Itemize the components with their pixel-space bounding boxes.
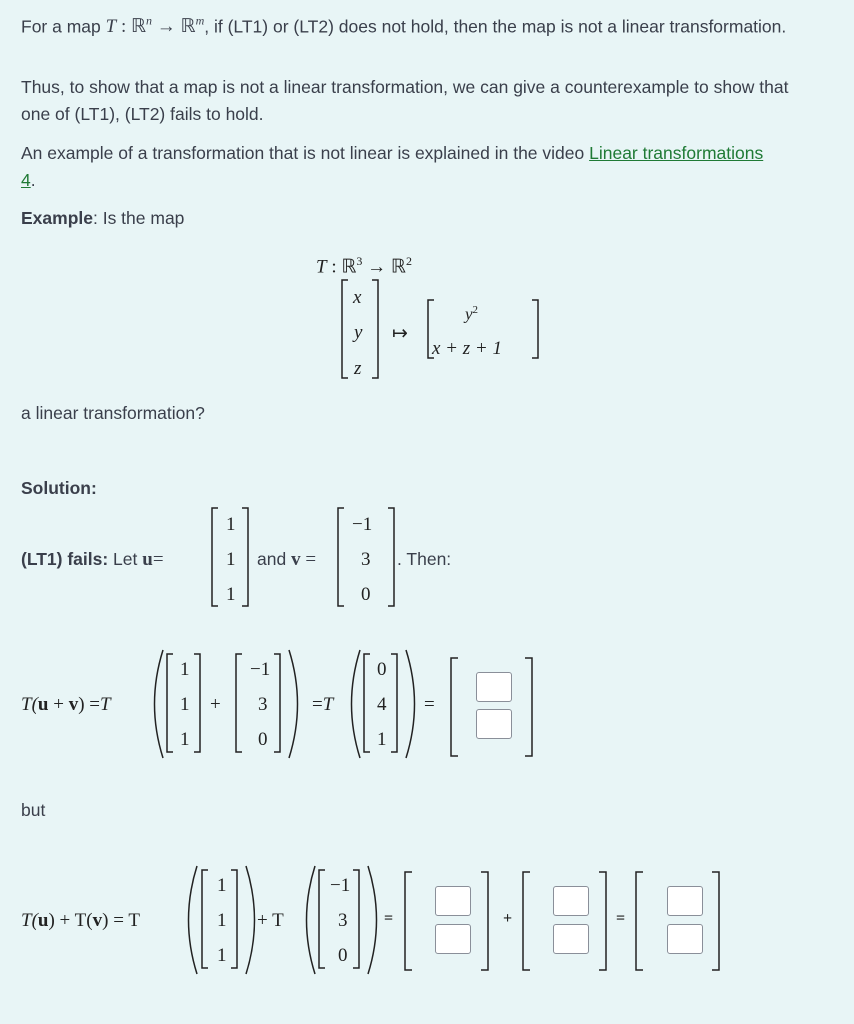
- intro-paragraph-3: [21, 140, 781, 194]
- l1-u-2: 1: [180, 729, 190, 750]
- solution-heading: Solution:: [21, 478, 97, 498]
- line1-v: v: [68, 694, 79, 715]
- output-bottom: x + z + 1: [432, 338, 502, 359]
- line2-close: ) = T: [102, 910, 140, 931]
- l2-eq2: =: [616, 910, 626, 927]
- l2-u-2: 1: [217, 945, 227, 966]
- answer-box-3-bottom[interactable]: [553, 924, 589, 954]
- math-arrow-R: → ℝ: [152, 16, 196, 38]
- example-label: Example: [21, 208, 93, 228]
- output-y: y: [465, 304, 473, 324]
- math-T: T: [105, 16, 117, 38]
- l2-plusT: + T: [257, 910, 284, 931]
- lt1-u: u: [142, 549, 153, 570]
- map-arrow-R: → ℝ: [362, 256, 406, 278]
- line2-T: T(: [21, 910, 38, 931]
- v-vec-0: −1: [352, 514, 373, 535]
- l1-v-1: 3: [258, 694, 268, 715]
- l1-u-1: 1: [180, 694, 190, 715]
- answer-box-2-bottom[interactable]: [435, 924, 471, 954]
- map-signature: [316, 254, 412, 278]
- p3-text: An example of a transformation that is not linear is explained in the video: [21, 143, 590, 163]
- line1-T2: T: [100, 694, 111, 715]
- map-colon-R: : ℝ: [326, 256, 357, 278]
- line1-plus: +: [48, 694, 69, 715]
- l1-u-0: 1: [180, 659, 190, 680]
- map-T: T: [316, 256, 327, 278]
- l1-s-2: 1: [377, 729, 387, 750]
- answer-box-4-bottom[interactable]: [667, 924, 703, 954]
- l1-v-2: 0: [258, 729, 268, 750]
- p3-period: .: [30, 170, 36, 190]
- v-vec-2: 0: [361, 584, 371, 605]
- then-text: . Then:: [397, 549, 452, 569]
- lt1-label: (LT1) fails:: [21, 549, 109, 569]
- map-sup3: 3: [356, 254, 363, 268]
- example-line: [21, 205, 821, 232]
- line2-v: v: [92, 910, 103, 931]
- example-text: : Is the map: [92, 208, 185, 228]
- l2-v-2: 0: [338, 945, 348, 966]
- l1-v-0: −1: [250, 659, 271, 680]
- and-v: [257, 549, 316, 571]
- u-vec-1: 1: [226, 549, 236, 570]
- math-n: n: [146, 14, 153, 28]
- lt1-v: v: [291, 549, 301, 570]
- answer-box-1-bottom[interactable]: [476, 709, 512, 739]
- l1-eq: =: [424, 694, 435, 715]
- line1-close: ) =: [78, 694, 100, 715]
- intro-text: For a map: [21, 16, 106, 37]
- l2-u-0: 1: [217, 875, 227, 896]
- line2-u: u: [37, 910, 49, 931]
- line2-mid: ) + T(: [48, 910, 93, 931]
- l1-plus: +: [210, 694, 221, 715]
- but-text: but: [21, 800, 46, 820]
- input-z: z: [354, 358, 362, 379]
- l2-eq1: =: [384, 910, 394, 927]
- l2-plus: +: [503, 910, 513, 927]
- answer-box-4-top[interactable]: [667, 886, 703, 916]
- l2-v-0: −1: [330, 875, 351, 896]
- answer-box-3-top[interactable]: [553, 886, 589, 916]
- intro-text-after: , if (LT1) or (LT2) does not hold, then the map is not a linear transformation.: [204, 16, 787, 37]
- and-text: and: [257, 549, 292, 569]
- v-vec-1: 3: [361, 549, 371, 570]
- answer-box-1-top[interactable]: [476, 672, 512, 702]
- lt1-let: Let: [108, 549, 143, 569]
- math-colon-R: : ℝ: [116, 16, 147, 38]
- video-link[interactable]: Linear transformations 4: [21, 143, 764, 190]
- math-m: m: [195, 14, 205, 28]
- line1-lhs: [21, 694, 111, 716]
- line2-lhs: [21, 910, 140, 932]
- lt1-eq-v: =: [300, 549, 317, 570]
- l1-eqT: [312, 694, 333, 716]
- l1-eq-sign: =: [312, 694, 323, 715]
- output-exp: 2: [472, 304, 479, 316]
- l1-T3: T: [322, 694, 334, 715]
- output-top: [465, 304, 478, 325]
- input-y: y: [354, 322, 363, 343]
- l1-s-0: 0: [377, 659, 387, 680]
- l2-v-1: 3: [338, 910, 348, 931]
- u-vec-0: 1: [226, 514, 236, 535]
- line1-T: T(: [21, 694, 38, 715]
- map-sup2: 2: [405, 254, 412, 268]
- input-x: x: [353, 287, 362, 308]
- lt1-line: [21, 549, 164, 571]
- lt1-eq-u: =: [152, 549, 164, 570]
- intro-paragraph-2: Thus, to show that a map is not a linear transformation, we can give a counterexample to show that one of (LT1), (LT2) fails to hold.: [21, 77, 789, 124]
- line1-u: u: [37, 694, 49, 715]
- intro-paragraph-1: [21, 8, 821, 40]
- l2-u-1: 1: [217, 910, 227, 931]
- answer-box-2-top[interactable]: [435, 886, 471, 916]
- question-end: a linear transformation?: [21, 403, 205, 423]
- mapsto-arrow: ↦: [392, 323, 408, 344]
- u-vec-2: 1: [226, 584, 236, 605]
- l1-s-1: 4: [377, 694, 387, 715]
